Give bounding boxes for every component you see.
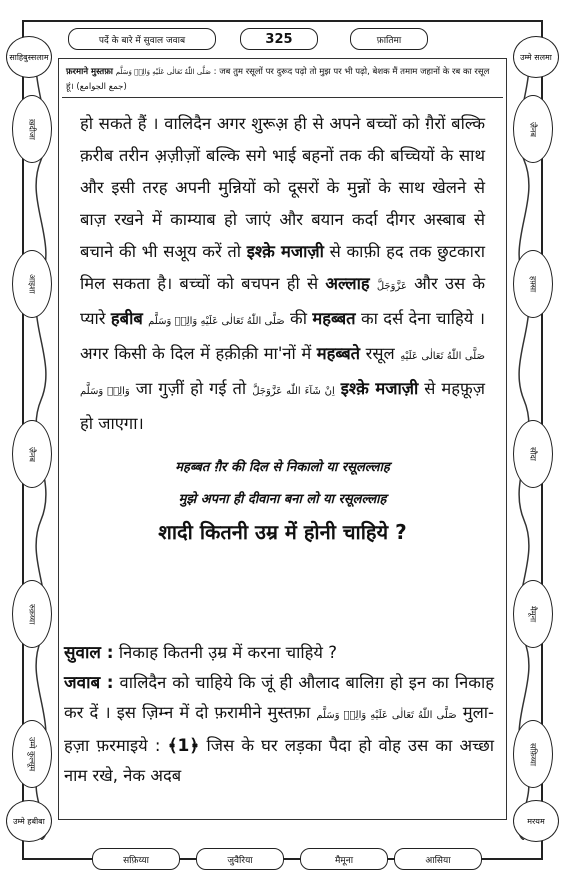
footer-name-tab: सफ़िय्या [92,848,180,870]
farman-strip [62,64,503,98]
corner-medallion-top-left: साहिबुस्सलाम [6,36,52,78]
main-paragraph: हो सकते हैं । वालिदैन अगर शुरूअ़ ही से अपने बच्चों को ग़ैरों बल्कि क़रीब तरीन अ़ज़ीज़ों बल्कि सगे भाई बहनों तक की बच्चियों के साथ और इसी तरह अपनी मुन्नियों को दूसरों के मुन्नों के साथ खेलने से बाज़ रखने में काम्याब हो जाएं और बयान कर्दा दीगर अस्बाब से बचाने की भी सअूय करें तो इश्क़े मजाज़ी से काफ़ी हद तक छुटकारा मिल सकता है। बच्चों को बचपन ही से अल्लाह عَزَّوَجَلَّ और उस के प्यारे हबीब صَلَّى اللّٰهُ تَعَالٰى عَلَيْهِ وَالِهٖ وَسَلَّم की महब्बत का दर्स देना चाहिये । अगर किसी के दिल में हक़ीक़ी मा'नों में महब्बते रसूल صَلَّى اللّٰهُ تَعَالٰى عَلَيْهِ وَالِهٖ وَسَلَّم जा गुज़ीं हो गई तो اِنْ شَآءَ اللّٰه عَزَّوَجَلَّ इश्क़े मजाज़ी से महफ़ूज़ हो जाएगा। महब्बत ग़ैर की दिल से निकालो या रसूलल्लाह मुझे अपना ही दीवाना बना लो या रसूलल्लाह शादी कितनी उम्र में होनी चाहिये ? [80,108,485,548]
farman-salawat: صَلَّى اللّٰهُ تَعَالٰى عَلَيْهِ وَالِهٖ وَسَلَّم [115,68,211,76]
footer-name-tab: मैमूना [300,848,388,870]
answer-label: जवाब : [64,673,114,693]
page-number: 325 [240,28,318,50]
header-chapter-title: पर्दे के बारे में सुवाल जवाब [68,28,216,50]
side-medallion-left: आइशा [12,250,52,318]
side-medallion-left: ज़ैनब [12,420,52,488]
allah-term: अल्लाह [325,274,370,293]
side-medallion-left: उम्मे कुल्सूम [12,720,52,788]
header-name-tab: फ़ातिमा [350,28,428,50]
farman-text: : जब तुम रसूलों पर दुरूद पढ़ो तो मुझ पर भी पढ़ो, बेशक मैं तमाम जहानों के रब का रसूल हूं। (جمع الجوامع) [66,67,490,92]
verse-line-2: मुझे अपना ही दीवाना बना लो या रसूलल्लाह [178,492,387,507]
side-medallion-right: मैमूना [513,580,553,648]
corner-medallion-top-right: उम्मे सलमा [513,36,559,78]
ishq-e-majazi-term: इश्क़े मजाज़ी [340,379,419,398]
footer-name-tab: जुवैरिया [196,848,284,870]
side-medallion-left: रुक़य्या [12,580,52,648]
mahabbat-term: महब्बत [312,309,356,328]
item-number: ﴾1﴿ [167,736,200,756]
verse-line-1: महब्बत ग़ैर की दिल से निकालो या रसूलल्लाह [175,460,390,475]
corner-medallion-bottom-right: मरयम [513,800,559,842]
question-label: सुवाल : [64,643,114,663]
side-medallion-left: ख़दीजा [12,95,52,163]
side-medallion-right: ज़ैनब [513,95,553,163]
farman-label: फ़रमाने मुस्तफ़ा [66,67,113,77]
corner-medallion-bottom-left: उम्मे हबीबा [6,800,52,842]
side-medallion-right: सौदा [513,420,553,488]
side-medallion-right: हफ़्सा [513,250,553,318]
footer-name-tab: आसिया [394,848,482,870]
mahabbate-term: महब्बते [316,344,361,363]
ishq-e-majazi-term: इश्क़े मजाज़ी [246,242,324,261]
side-medallion-right: सफ़िय्या [513,720,553,788]
habib-term: हबीब [110,309,143,328]
question: सुवाल : निकाह कितनी उ़म्र में करना चाहिये ? [64,643,337,663]
section-heading: शादी कितनी उम्र में होनी चाहिये ? [158,520,407,544]
question-answer [64,638,494,791]
answer: जवाब : वालिदैन को चाहिये कि जूं ही औलाद बालिग़ हो इन का निकाह कर दें । इस ज़िम्न में दो फ़रामीने मुस्तफ़ा صَلَّى اللّٰهُ تَعَالٰى عَلَيْهِ وَالِهٖ وَسَلَّم मुला-हज़ा फ़रमाइये : ﴾1﴿ जिस के घर लड़का पैदा हो वोह उस का अच्छा नाम रखे, नेक अदब [64,673,494,785]
